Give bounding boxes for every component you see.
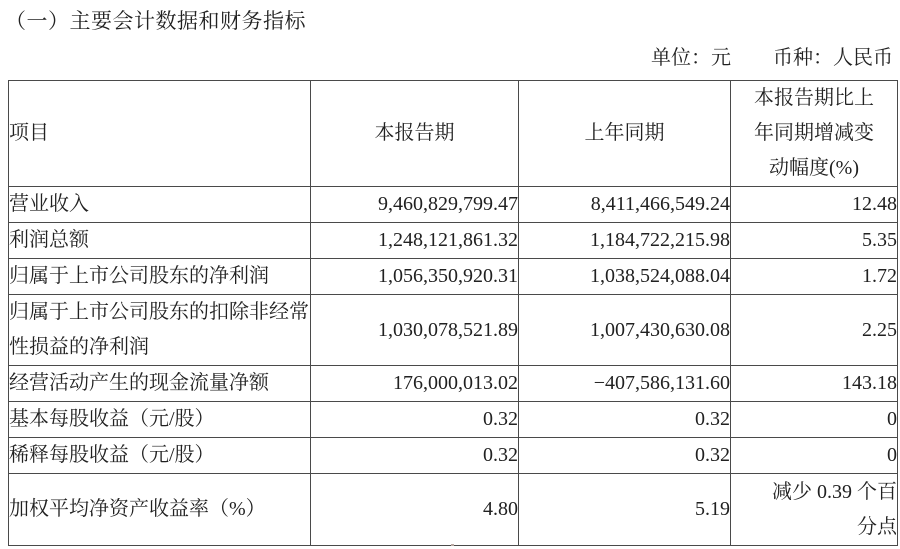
col-header-prior-period: 上年同期: [519, 81, 731, 187]
col-header-change-text: 本报告期比上年同期增减变动幅度(%): [754, 87, 874, 179]
cell-change: [731, 474, 898, 546]
table-row: [9, 474, 898, 546]
cell-change: 12.48: [731, 187, 898, 223]
cell-prior: 1,038,524,088.04: [519, 259, 731, 295]
col-header-current-period: 本报告期: [311, 81, 519, 187]
cell-item: 加权平均净资产收益率（%）: [9, 474, 311, 546]
col-header-item: 项目: [9, 81, 311, 187]
cell-item: 稀释每股收益（元/股）: [9, 438, 311, 474]
cell-change: 1.72: [731, 259, 898, 295]
cell-item: 归属于上市公司股东的净利润: [9, 259, 311, 295]
cell-change-text: 减少 0.39 个百分点: [772, 480, 897, 538]
table-header-row: [9, 81, 898, 187]
cell-change: 0: [731, 402, 898, 438]
table-row: [9, 187, 898, 223]
col-header-change: [731, 81, 898, 187]
cell-prior: 1,007,430,630.08: [519, 295, 731, 366]
cell-current: 176,000,013.02: [311, 366, 519, 402]
cell-prior: 0.32: [519, 438, 731, 474]
currency-label: 币种：人民币: [773, 47, 893, 69]
cell-change: 5.35: [731, 223, 898, 259]
cell-change: 2.25: [731, 295, 898, 366]
table-row: [9, 402, 898, 438]
cell-current: 0.32: [311, 402, 519, 438]
table-row: [9, 295, 898, 366]
table-row: [9, 223, 898, 259]
page-artifact-dot: [451, 544, 454, 546]
section-title: （一）主要会计数据和财务指标: [5, 9, 306, 33]
cell-prior: 1,184,722,215.98: [519, 223, 731, 259]
cell-item: 利润总额: [9, 223, 311, 259]
cell-change: 0: [731, 438, 898, 474]
unit-label: 单位：元: [651, 47, 731, 69]
cell-prior: −407,586,131.60: [519, 366, 731, 402]
cell-prior: 8,411,466,549.24: [519, 187, 731, 223]
cell-item: 营业收入: [9, 187, 311, 223]
cell-item: 归属于上市公司股东的扣除非经常性损益的净利润: [9, 295, 311, 366]
cell-prior: 5.19: [519, 474, 731, 546]
cell-item: 基本每股收益（元/股）: [9, 402, 311, 438]
table-row: [9, 259, 898, 295]
cell-current: 1,248,121,861.32: [311, 223, 519, 259]
financial-indicators-table: [8, 80, 898, 546]
cell-current: 1,030,078,521.89: [311, 295, 519, 366]
cell-current: 0.32: [311, 438, 519, 474]
table-row: [9, 438, 898, 474]
cell-item: 经营活动产生的现金流量净额: [9, 366, 311, 402]
cell-change: 143.18: [731, 366, 898, 402]
cell-current: 1,056,350,920.31: [311, 259, 519, 295]
cell-current: 9,460,829,799.47: [311, 187, 519, 223]
unit-note: [0, 46, 893, 70]
table-row: [9, 366, 898, 402]
cell-prior: 0.32: [519, 402, 731, 438]
cell-current: 4.80: [311, 474, 519, 546]
